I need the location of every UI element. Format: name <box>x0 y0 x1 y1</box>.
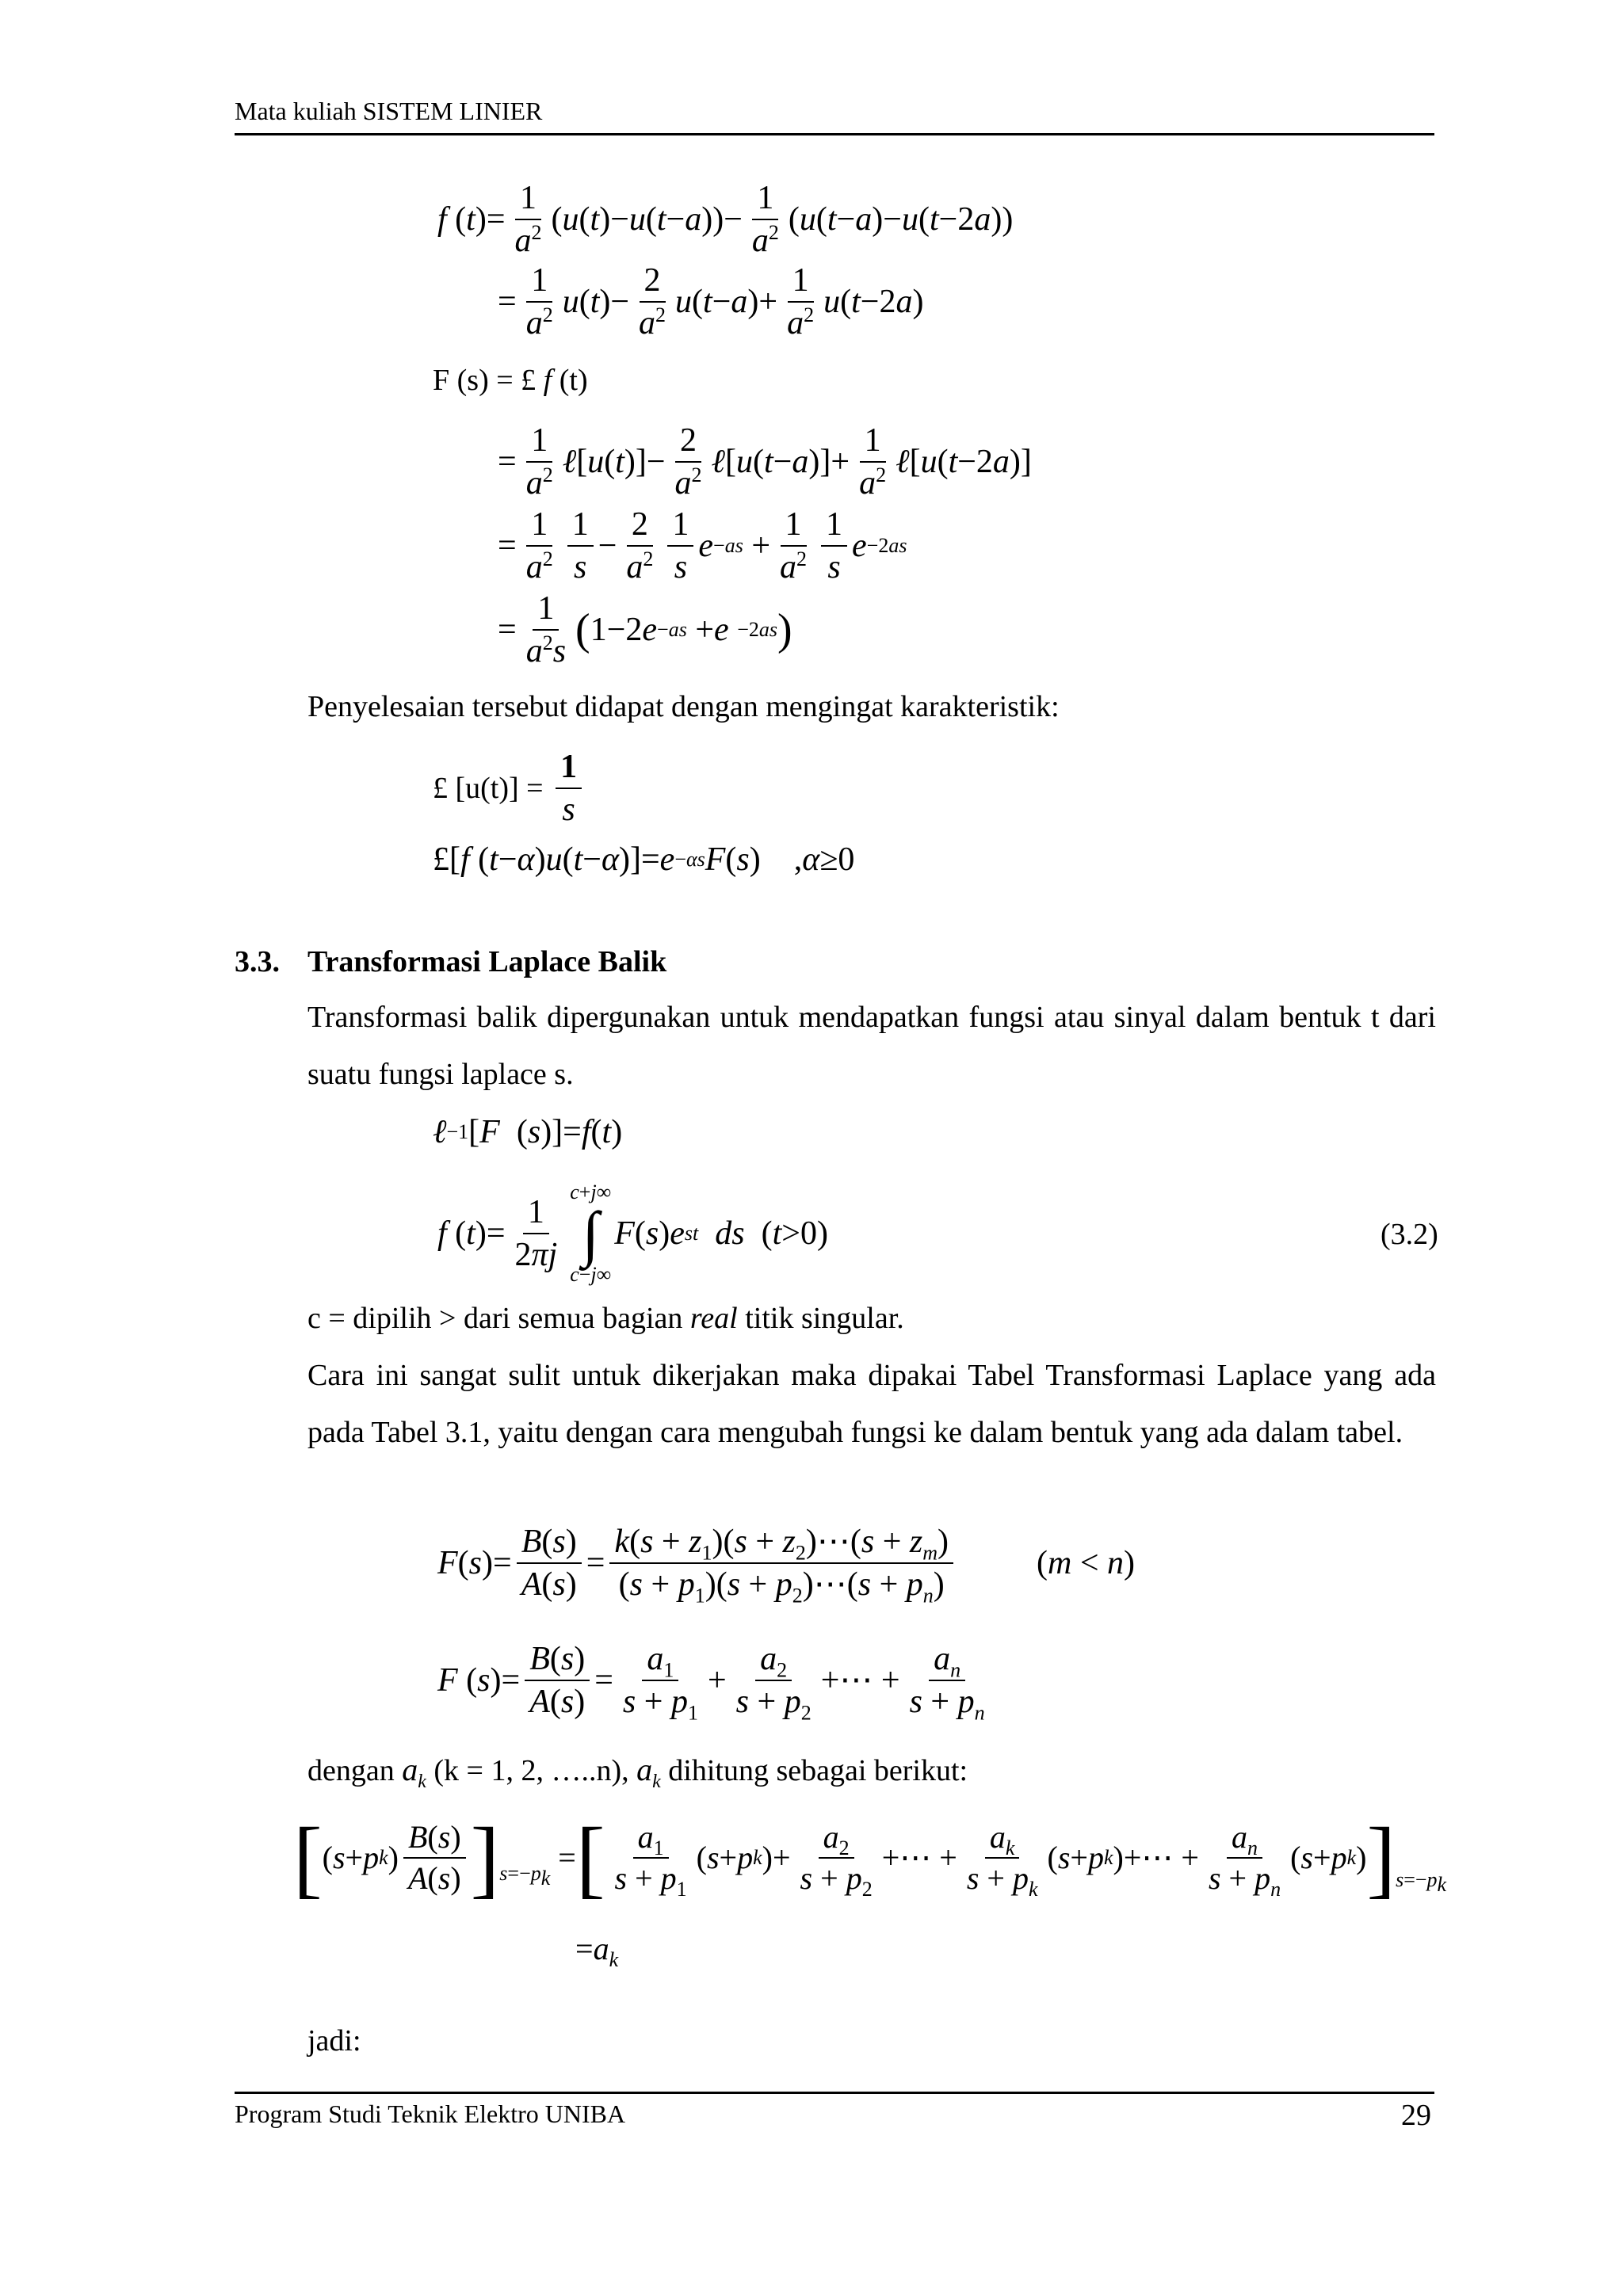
equation-Fs-line2: = $\frac{1}{a^2}$ $\frac{1}{s}$ − $\frac{2}{a^2}$ $\frac{1}{s}$ e −as + $\frac{1}{a^2}$ $\frac{1}{s}$ e −2as <box>498 506 907 586</box>
equation-inverse-definition: ℓ −1 [ F ( s )]= f ( t ) <box>433 1114 623 1150</box>
equation-Fs-line1: = $\frac{1}{a^2}$ ℓ [ u ( t )]− $\frac{2}{a^2}$ ℓ [ u ( t − a )]+ $\frac{1}{a^2}$ ℓ [ u ( t −2 a )] <box>498 422 1032 502</box>
page-number: 29 <box>1401 2099 1431 2132</box>
equation-Fs-partial-fraction: F ( s )= $\frac{B(s)}{A(s)}$ = $\frac{a_1}{s + p_1}$ + $\frac{a_2}{s + p_2}$ +⋯ + $\frac{a_n}{s + p_n}$ <box>437 1641 985 1725</box>
equation-residue-result: $=a_k$ <box>575 1931 619 1971</box>
equation-inverse-integral: f ( t )= $\frac{1}{2\pi j}$ c+j∞ ∫ c−j∞ F ( s ) e st ds ( t >0) <box>437 1180 828 1286</box>
equation-property-unit-step: £ [u(t)] = $\frac{1}{s}$ <box>433 749 586 827</box>
equation-number: (3.2) <box>1381 1218 1438 1251</box>
footer-rule <box>235 2092 1434 2094</box>
running-header: Mata kuliah SISTEM LINIER <box>235 97 543 125</box>
equation-Fs-definition: F (s) = £ f (t) <box>433 364 588 397</box>
section-title: Transformasi Laplace Balik <box>307 945 667 978</box>
footer-institution: Program Studi Teknik Elektro UNIBA <box>235 2100 626 2128</box>
section-number: 3.3. <box>235 945 280 978</box>
equation-Fs-ratio: F ( s )= $\frac{B(s)}{A(s)}$ = $\frac{k(s + z_1)(s + z_2)\cdots(s + z_m)}{(s + p_1)(s + p_2)\cdots(s + p_n)}$ <box>437 1524 958 1602</box>
equation-condition: (m < n) <box>1037 1545 1136 1581</box>
paragraph-inverse-intro: Transformasi balik dipergunakan untuk mendapatkan fungsi atau sinyal dalam bentuk t dari suatu fungsi laplace s. <box>307 1001 1436 1091</box>
equation-ft-line2: = $\frac{1}{a^2}$ u ( t )− $\frac{2}{a^2}$ u ( t − a )+ $\frac{1}{a^2}$ u ( t −2 a ) <box>498 262 924 342</box>
paragraph-table-method: Cara ini sangat sulit untuk dikerjakan maka dipakai Tabel Transformasi Laplace yang ada pada Tabel 3.1, yaitu dengan cara mengubah fungsi ke dalam bentuk yang ada dalam tabel. <box>307 1359 1436 1449</box>
header-rule <box>235 133 1434 135</box>
note-c-choice: c = dipilih > dari semua bagian real titik singular. <box>307 1302 904 1335</box>
note-coefficients: dengan $a_k$ (k = 1, 2, …..n), $a_k$ dihitung sebagai berikut: <box>307 1752 968 1792</box>
equation-ft-line1: f ( t )= $\frac{1}{a^2}$ ( u ( t )− u ( t − a ))− $\frac{1}{a^2}$ ( u ( t − a )− u ( t −2 a )) <box>437 180 1014 260</box>
note-characteristic: Penyelesaian tersebut didapat dengan mengingat karakteristik: <box>307 690 1060 723</box>
equation-property-shift: £[ f ( t − α ) u ( t − α )]= e −αs F ( s ) , α ≥0 <box>433 841 855 878</box>
equation-Fs-line3: = $\frac{1}{a^2s}$ ( 1−2 e −as + e −2as ) <box>498 590 792 670</box>
equation-residue: [ ( s + p k ) $\frac{B(s)}{A(s)}$ ] $s=-p_k$ = [ $\frac{a_1}{s + p_1}$ ( s + p k )+ $\frac{a_2}{s + p_2}$ +⋯ + $\frac{a_k}{s + p_k}$ ( s + p k )+⋯ + $\frac{a_n}{s + p_n}$ ( s + p k ) ] $s=-p_k$ <box>293 1810 1447 1906</box>
text-jadi: jadi: <box>307 2024 361 2058</box>
